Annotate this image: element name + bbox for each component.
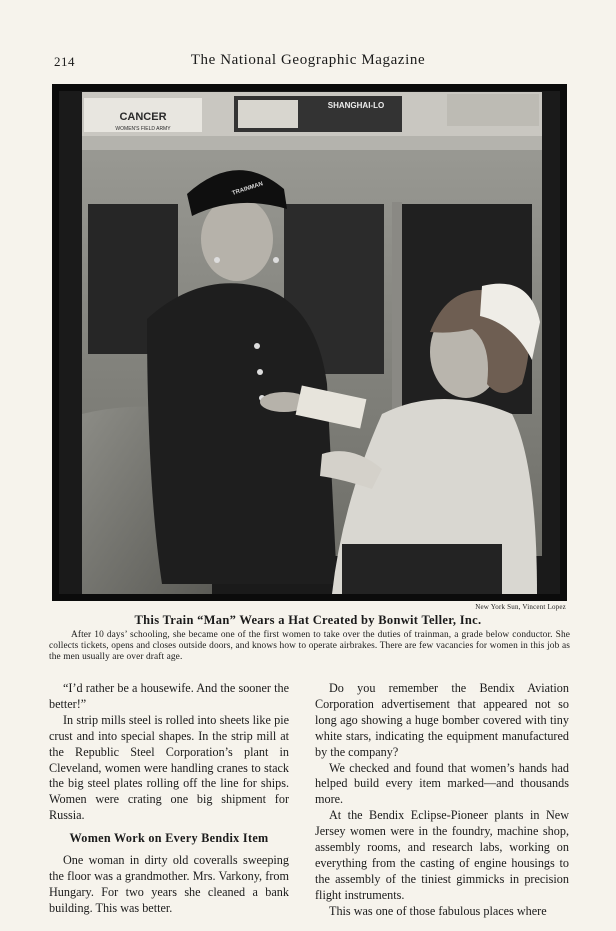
- train-scene-illustration: [52, 84, 567, 601]
- photo-credit: New York Sun, Vincent Lopez: [475, 603, 566, 611]
- caption-body: After 10 days’ schooling, she became one of the first women to take over the duties of trainman, a grade below conductor. She collects tickets, opens and closes outside doors, and knows how to operate airbrakes. There are few vacancies for women in this job as the men usually are over draft age.: [49, 630, 570, 662]
- paragraph: In strip mills steel is rolled into sheets like pie crust and into special shapes. In the strip mill at the Republic Steel Corporation’s plant in Cleveland, women were handling cranes to stack the big steel plates rolling off the line for ships. Women were crating one big shipment for Russia.: [49, 712, 289, 823]
- right-column: [315, 681, 569, 920]
- svg-text:CANCER: CANCER: [119, 111, 167, 123]
- paragraph: “I’d rather be a housewife. And the sooner the better!”: [49, 681, 289, 711]
- running-title: The National Geographic Magazine: [190, 52, 426, 68]
- paragraph: One woman in dirty old coveralls sweeping the floor was a grandmother. Mrs. Varkony, from Hungary. For two years she cleaned a bank building. This was better.: [49, 853, 289, 915]
- right-ad: [447, 94, 539, 126]
- svg-text:WOMEN'S FIELD ARMY: WOMEN'S FIELD ARMY: [115, 126, 171, 132]
- left-column: [49, 681, 289, 917]
- page-number: 214: [54, 54, 75, 69]
- paragraph: We checked and found that women’s hands had helped build every item marked—and thousands more.: [315, 760, 569, 807]
- section-heading: Women Work on Every Bendix Item: [69, 831, 269, 846]
- photograph: [52, 84, 567, 601]
- svg-text:SHANGHAI-LO: SHANGHAI-LO: [327, 101, 385, 110]
- svg-text:TRAINMAN: TRAINMAN: [231, 181, 264, 197]
- paragraph: This was one of those fabulous places where: [329, 903, 547, 918]
- paragraph: Do you remember the Bendix Aviation Corporation advertisement that appeared not so long ago showing a huge bomber covered with tiny white stars, indicating the equipment manufactured by the company?: [315, 681, 569, 759]
- caption-title: This Train “Man” Wears a Hat Created by Bonwit Teller, Inc.: [134, 613, 482, 627]
- paragraph: At the Bendix Eclipse-Pioneer plants in New Jersey women were in the foundry, machine shop, assembly rooms, and research labs, working on everything from the casting of engine housings to the assembly of the tiniest gimmicks in precision flight instruments.: [315, 808, 569, 902]
